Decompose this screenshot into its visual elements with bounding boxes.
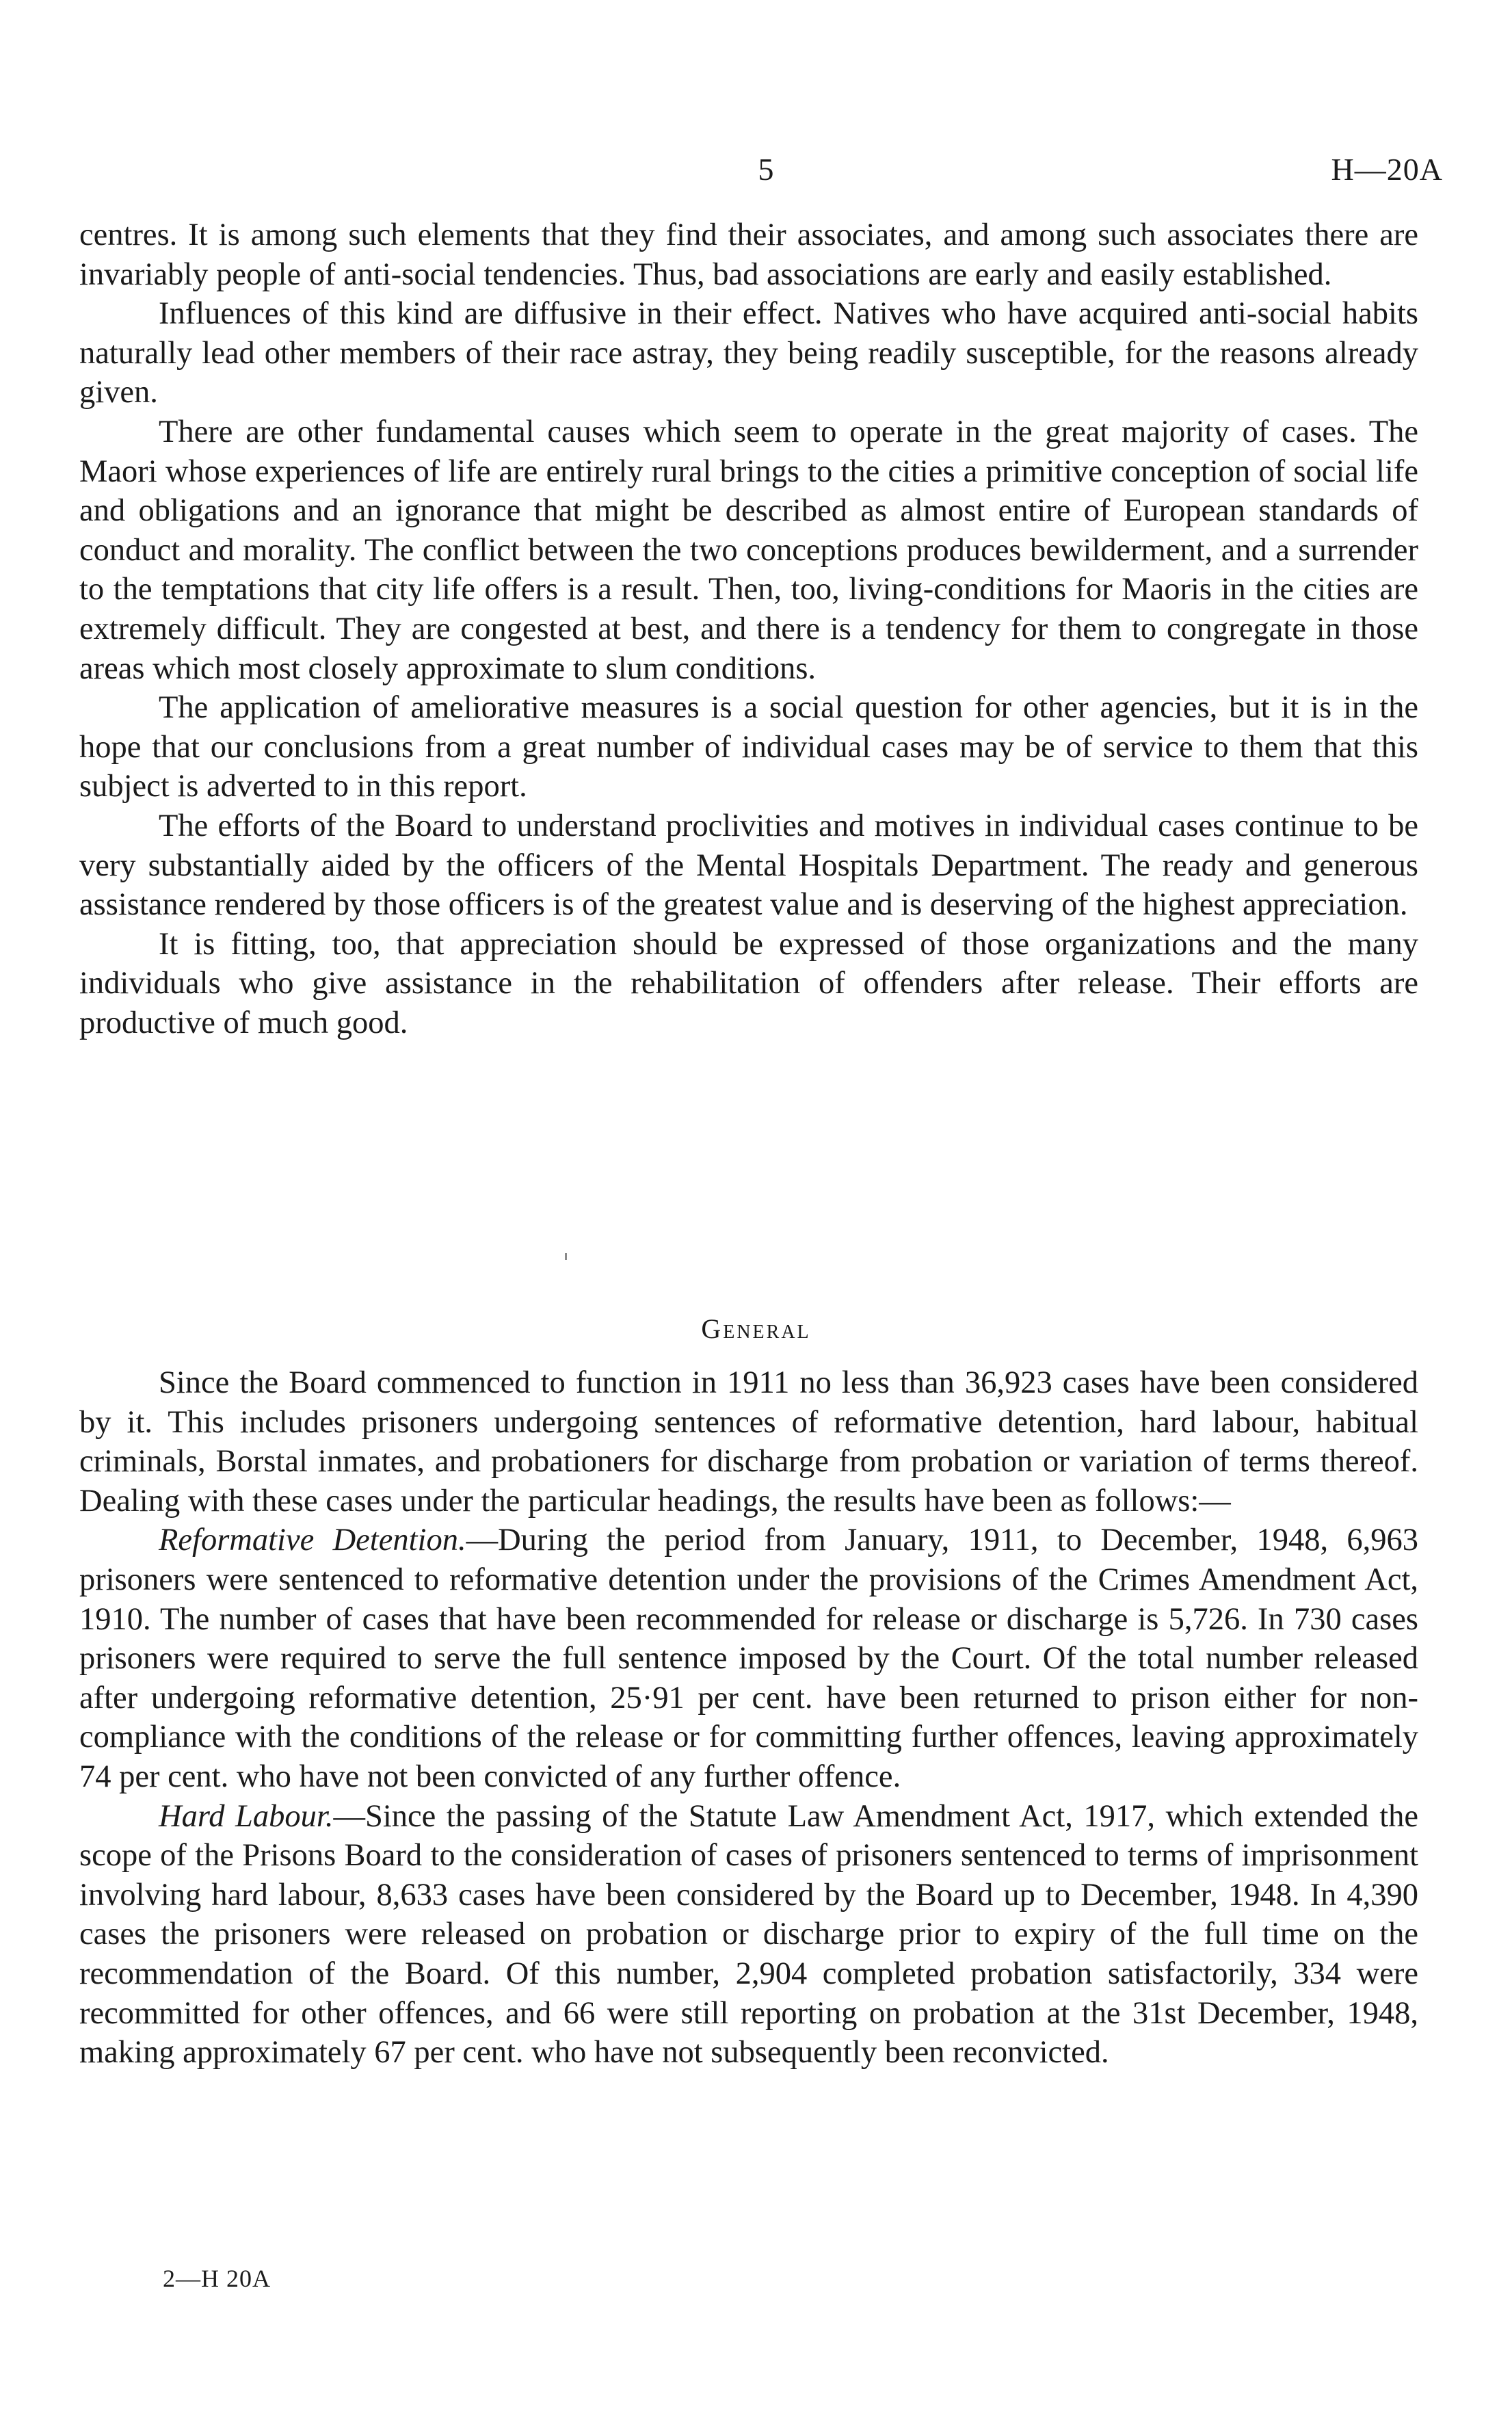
paragraph-text: —Since the passing of the Statute Law Amendment Act, 1917, which extended the scope of the Prisons Board to the consideration of cases of prisoners sentenced to terms of imprisonment involving hard labour, 8,633 cases have been considered by the Board up to December, 1948. In 4,390 cases the prisoners were released on probation or discharge prior to expiry of the full time on the recommendation of the Board. Of this number, 2,904 completed probation satisfactorily, 334 were recommitted for other offences, and 66 were still reporting on probation at the 31st December, 1948, making approximately 67 per cent. who have not subsequently been reconvicted. [79,1798,1418,2071]
page-number: 5 [758,152,774,187]
paragraph-hard-labour [79,1797,1418,2073]
run-in-heading: Reformative Detention. [159,1523,466,1558]
print-mark [565,1253,567,1260]
paragraph: centres. It is among such elements that they find their associates, and among such associates there are invariably people of anti-social tendencies. Thus, bad associations are early and easily established. [79,218,1418,292]
general-section-body [79,1363,1418,2073]
run-in-heading: Hard Labour. [159,1798,334,1834]
paragraph: Since the Board commenced to function in 1911 no less than 36,923 cases have been considered by it. This includes prisoners undergoing sentences of reformative detention, hard labour, habitual criminals, Borstal inmates, and probationers for discharge from probation or variation of terms thereof. Dealing with these cases under the particular headings, the results have been as follows:— [79,1365,1418,1519]
paragraph-reformative-detention [79,1521,1418,1796]
report-body-continued [79,215,1418,1042]
document-reference: H—20A [1331,152,1443,187]
paragraph-text: —During the period from January, 1911, to December, 1948, 6,963 prisoners were sentenced to reformative detention under the provisions of the Crimes Amendment Act, 1910. The number of cases that have been recommended for release or discharge is 5,726. In 730 cases prisoners were required to serve the full sentence imposed by the Court. Of the total number released after undergoing reformative detention, 25·91 per cent. have been returned to prison either for non-compliance with the conditions of the release or for committing further offences, leaving approximately 74 per cent. who have not been convicted of any further offence. [79,1523,1419,1794]
paragraph: The application of ameliorative measures is a social question for other agencies, but it is in the hope that our conclusions from a great number of individual cases may be of service to them that this subject is adverted to in this report. [79,690,1418,804]
paragraph: It is fitting, too, that appreciation should be expressed of those organizations and the many individuals who give assistance in the rehabilitation of offenders after release. Their efforts are productive of much good. [79,926,1418,1040]
paragraph: Influences of this kind are diffusive in their effect. Natives who have acquired anti-social habits naturally lead other members of their race astray, they being readily susceptible, for the reasons already given. [79,296,1418,410]
paragraph: The efforts of the Board to understand proclivities and motives in individual cases continue to be very substantially aided by the officers of the Mental Hospitals Department. The ready and generous assistance rendered by those officers is of the greatest value and is deserving of the highest appreciation. [79,808,1418,923]
signature-code: 20A [226,2265,271,2292]
paragraph: There are other fundamental causes which seem to operate in the great majority of cases. The Maori whose experiences of life are entirely rural brings to the cities a primitive conception of social life and obligations and an ignorance that might be described as almost entire of European standards of conduct and morality. The conflict between the two conceptions produces bewilderment, and a surrender to the temptations that city life offers is a result. Then, too, living-conditions for Maoris in the cities are extremely difficult. They are congested at best, and there is a tendency for them to congregate in those areas which most closely approximate to slum conditions. [79,414,1418,686]
section-heading-general: General [701,1313,811,1344]
signature-prefix: 2—H [163,2265,226,2292]
printer-signature [163,2264,271,2293]
